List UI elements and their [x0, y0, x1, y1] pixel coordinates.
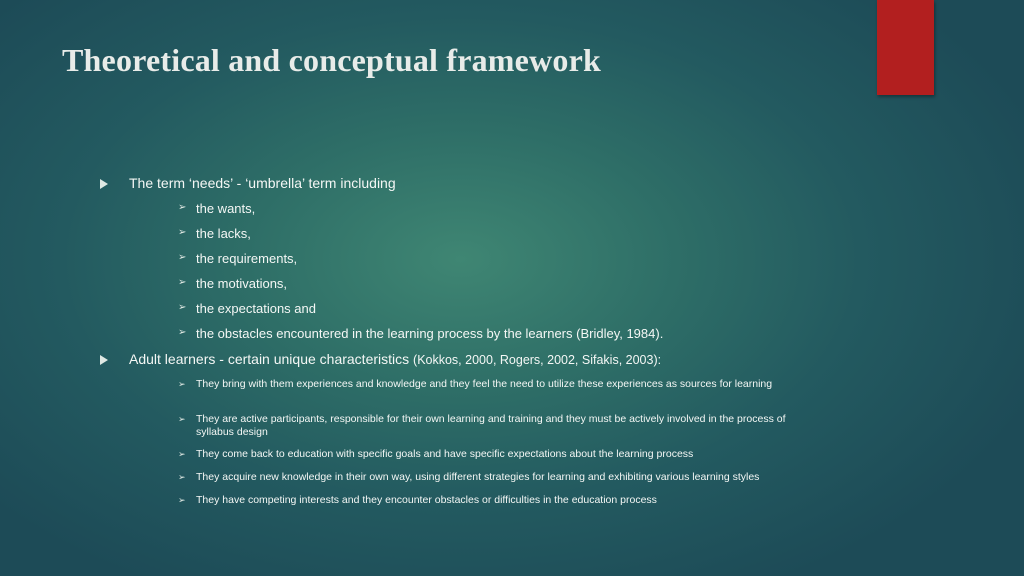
arrow-bullet-icon: ➢	[178, 495, 186, 505]
arrow-bullet-icon: ➢	[178, 227, 187, 238]
arrow-bullet-icon: ➢	[178, 252, 187, 263]
bullet-text: Adult learners - certain unique characteristics	[129, 351, 414, 367]
arrow-bullet-icon: ➢	[178, 472, 186, 482]
arrow-bullet-icon: ➢	[178, 449, 186, 459]
citation: (Kokkos, 2000, Rogers, 2002, Sifakis, 2003):	[413, 353, 662, 367]
list-item-text: the expectations and	[196, 301, 316, 316]
list-item-text: the motivations,	[196, 276, 288, 291]
arrow-bullet-icon: ➢	[178, 414, 186, 424]
list-item-text: the requirements,	[196, 251, 298, 266]
arrow-bullet-icon: ➢	[178, 379, 186, 389]
list-item-text: They have competing interests and they encounter obstacles or difficulties in the education process	[196, 494, 657, 506]
triangle-bullet-icon	[100, 179, 108, 189]
list-item-text: They bring with them experiences and knowledge and they feel the need to utilize these experiences as sources for learning	[196, 378, 773, 390]
arrow-bullet-icon: ➢	[178, 277, 187, 288]
arrow-bullet-icon: ➢	[178, 302, 187, 313]
list-item-text: the wants,	[196, 201, 256, 216]
list-item-text: They are active participants, responsible for their own learning and training and they must be actively involved in the process of syllabus design	[196, 413, 786, 438]
list-item-text: the obstacles encountered in the learning process by the learners (Bridley, 1984).	[196, 326, 664, 341]
list-item-text: the lacks,	[196, 226, 251, 241]
list-item-text: They come back to education with specific goals and have specific expectations about the learning process	[196, 448, 694, 460]
accent-tab	[877, 0, 934, 95]
list-item-text: They acquire new knowledge in their own way, using different strategies for learning and exhibiting various learning styles	[196, 471, 760, 483]
arrow-bullet-icon: ➢	[178, 327, 187, 338]
slide-title: Theoretical and conceptual framework	[62, 42, 601, 78]
triangle-bullet-icon	[100, 355, 108, 365]
arrow-bullet-icon: ➢	[178, 202, 187, 213]
bullet-text: The term ‘needs’ - ‘umbrella’ term including	[129, 175, 396, 191]
